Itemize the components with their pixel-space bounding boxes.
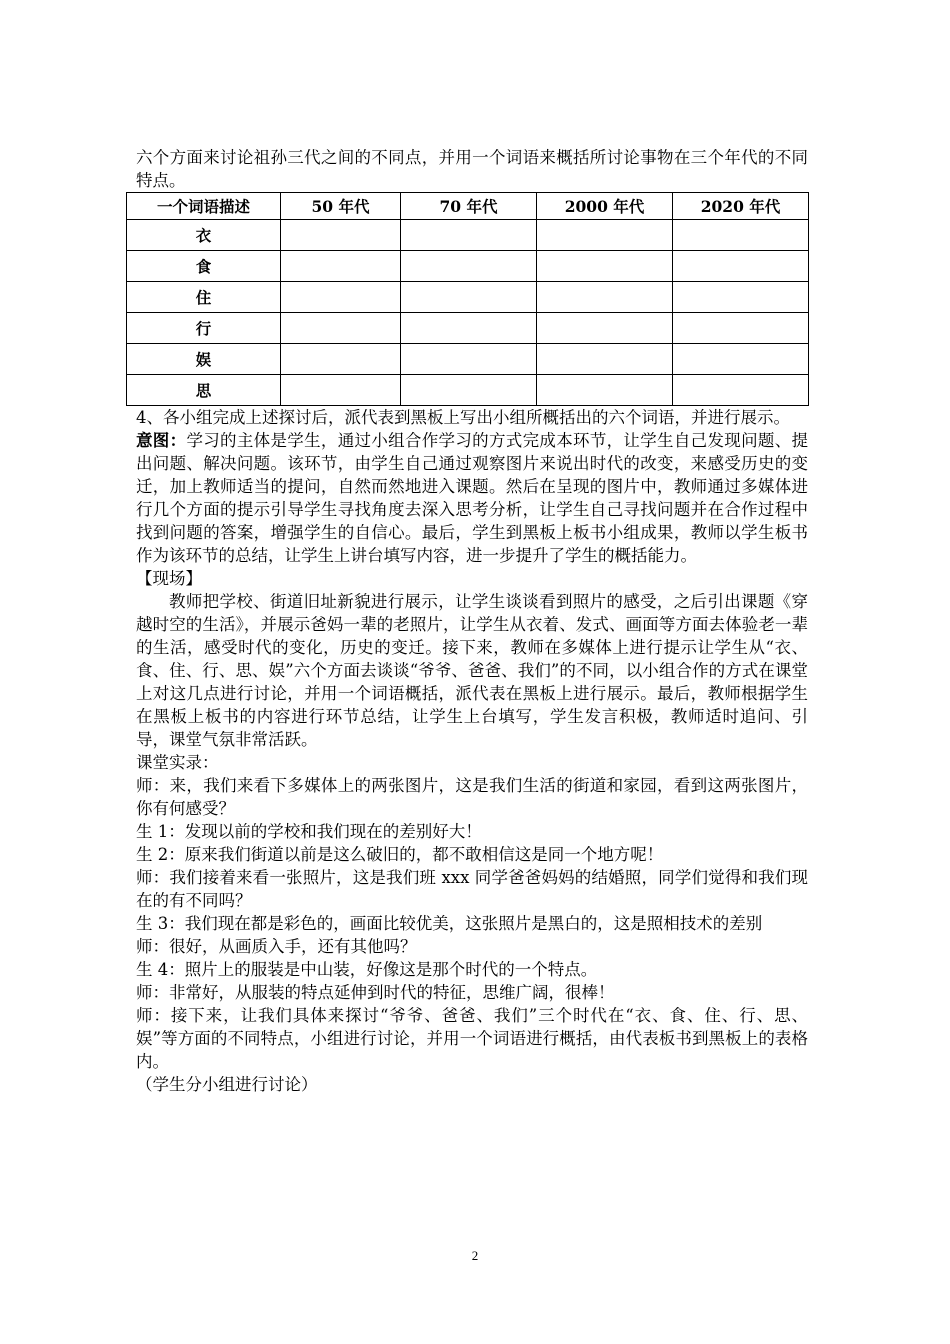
row-label: 娱 [127, 344, 281, 375]
intent-paragraph [136, 429, 808, 567]
table-cell [281, 282, 401, 313]
row-label: 衣 [127, 220, 281, 251]
table-cell [401, 344, 537, 375]
table-row [127, 282, 809, 313]
scene-heading: 【现场】 [136, 569, 202, 588]
table-cell [537, 375, 673, 406]
table-cell [537, 282, 673, 313]
table-header-cell: 50 年代 [281, 193, 401, 220]
table-cell [537, 313, 673, 344]
table-cell [673, 220, 809, 251]
table-cell [537, 344, 673, 375]
table-cell [281, 313, 401, 344]
step-4-paragraph: 4、各小组完成上述探讨后，派代表到黑板上写出小组所概括出的六个词语，并进行展示。 [136, 408, 790, 427]
table-cell [401, 220, 537, 251]
dialogue-line: 生 1：发现以前的学校和我们现在的差别好大！ [136, 822, 482, 841]
table-cell [401, 251, 537, 282]
page-number: 2 [471, 1248, 479, 1263]
table-cell [673, 375, 809, 406]
table-cell [281, 220, 401, 251]
table-cell [673, 313, 809, 344]
table-header-cell: 2000 年代 [537, 193, 673, 220]
table-row [127, 313, 809, 344]
intent-label: 意图： [136, 431, 187, 450]
table-row [127, 375, 809, 406]
dialogue-line: 师：非常好，从服装的特点延伸到时代的特征，思维广阔，很棒！ [136, 983, 615, 1002]
table-cell [673, 282, 809, 313]
table-row [127, 344, 809, 375]
row-label: 食 [127, 251, 281, 282]
dialogue-line: 生 4：照片上的服装是中山装，好像这是那个时代的一个特点。 [136, 960, 598, 979]
row-label: 住 [127, 282, 281, 313]
table-header-row [127, 193, 809, 220]
dialogue-line: 师：我们接着来看一张照片，这是我们班 xxx 同学爸爸妈妈的结婚照，同学们觉得和我们现在的有不同吗？ [136, 868, 808, 910]
table-cell [401, 375, 537, 406]
row-label: 行 [127, 313, 281, 344]
table-cell [537, 251, 673, 282]
table-cell [401, 282, 537, 313]
table-cell [673, 344, 809, 375]
table-row [127, 251, 809, 282]
row-label: 思 [127, 375, 281, 406]
intent-text: 学习的主体是学生，通过小组合作学习的方式完成本环节，让学生自己发现问题、提出问题、解决问题。该环节，由学生自己通过观察图片来说出时代的改变，来感受历史的变迁，加上教师适当的提问，自然而然地进入课题。然后在呈现的图片中，教师通过多媒体进行几个方面的提示引导学生寻找角度去深入思考分析，让学生自己寻找问题并在合作过程中找到问题的答案，增强学生的自信心。最后，学生到黑板上板书小组成果，教师以学生板书作为该环节的总结，让学生上讲台填写内容，进一步提升了学生的概括能力。 [136, 431, 809, 565]
dialogue-line: 师：很好，从画质入手，还有其他吗？ [136, 937, 417, 956]
table-cell [537, 220, 673, 251]
dialogue-line: 师：来，我们来看下多媒体上的两张图片，这是我们生活的街道和家园，看到这两张图片，你有何感受？ [136, 776, 808, 818]
intro-paragraph: 六个方面来讨论祖孙三代之间的不同点，并用一个词语来概括所讨论事物在三个年代的不同特点。 [136, 148, 808, 190]
table-cell [281, 344, 401, 375]
table-cell [401, 313, 537, 344]
table-row [127, 220, 809, 251]
table-cell [281, 251, 401, 282]
record-heading: 课堂实录： [136, 753, 219, 772]
table-header-cell: 70 年代 [401, 193, 537, 220]
scene-paragraph: 教师把学校、街道旧址新貌进行展示，让学生谈谈看到照片的感受，之后引出课题《穿越时空的生活》，并展示爸妈一辈的老照片，让学生从衣着、发式、画面等方面去体验老一辈的生活，感受时代的变化，历史的变迁。接下来，教师在多媒体上进行提示让学生从“衣、食、住、行、思、娱”六个方面去谈谈“爷爷、爸爸、我们”的不同，以小组合作的方式在课堂上对这几点进行讨论，并用一个词语概括，派代表在黑板上进行展示。最后，教师根据学生在黑板上板书的内容进行环节总结，让学生上台填写，学生发言积极，教师适时追问、引导，课堂气氛非常活跃。 [136, 592, 808, 749]
table-header-cell: 2020 年代 [673, 193, 809, 220]
dialogue-line: 生 2：原来我们街道以前是这么破旧的，都不敢相信这是同一个地方呢！ [136, 845, 664, 864]
table-header-cell: 一个词语描述 [127, 193, 281, 220]
dialogue-line: 师：接下来，让我们具体来探讨“爷爷、爸爸、我们”三个时代在“衣、食、住、行、思、娱”等方面的不同特点，小组进行讨论，并用一个词语进行概括，由代表板书到黑板上的表格内。 [136, 1006, 808, 1071]
table-cell [673, 251, 809, 282]
dialogue-line: （学生分小组进行讨论） [136, 1075, 318, 1094]
table-cell [281, 375, 401, 406]
dialogue-line: 生 3：我们现在都是彩色的，画面比较优美，这张照片是黑白的，这是照相技术的差别 [136, 914, 763, 933]
comparison-table [126, 192, 809, 406]
page-content [136, 146, 808, 1096]
